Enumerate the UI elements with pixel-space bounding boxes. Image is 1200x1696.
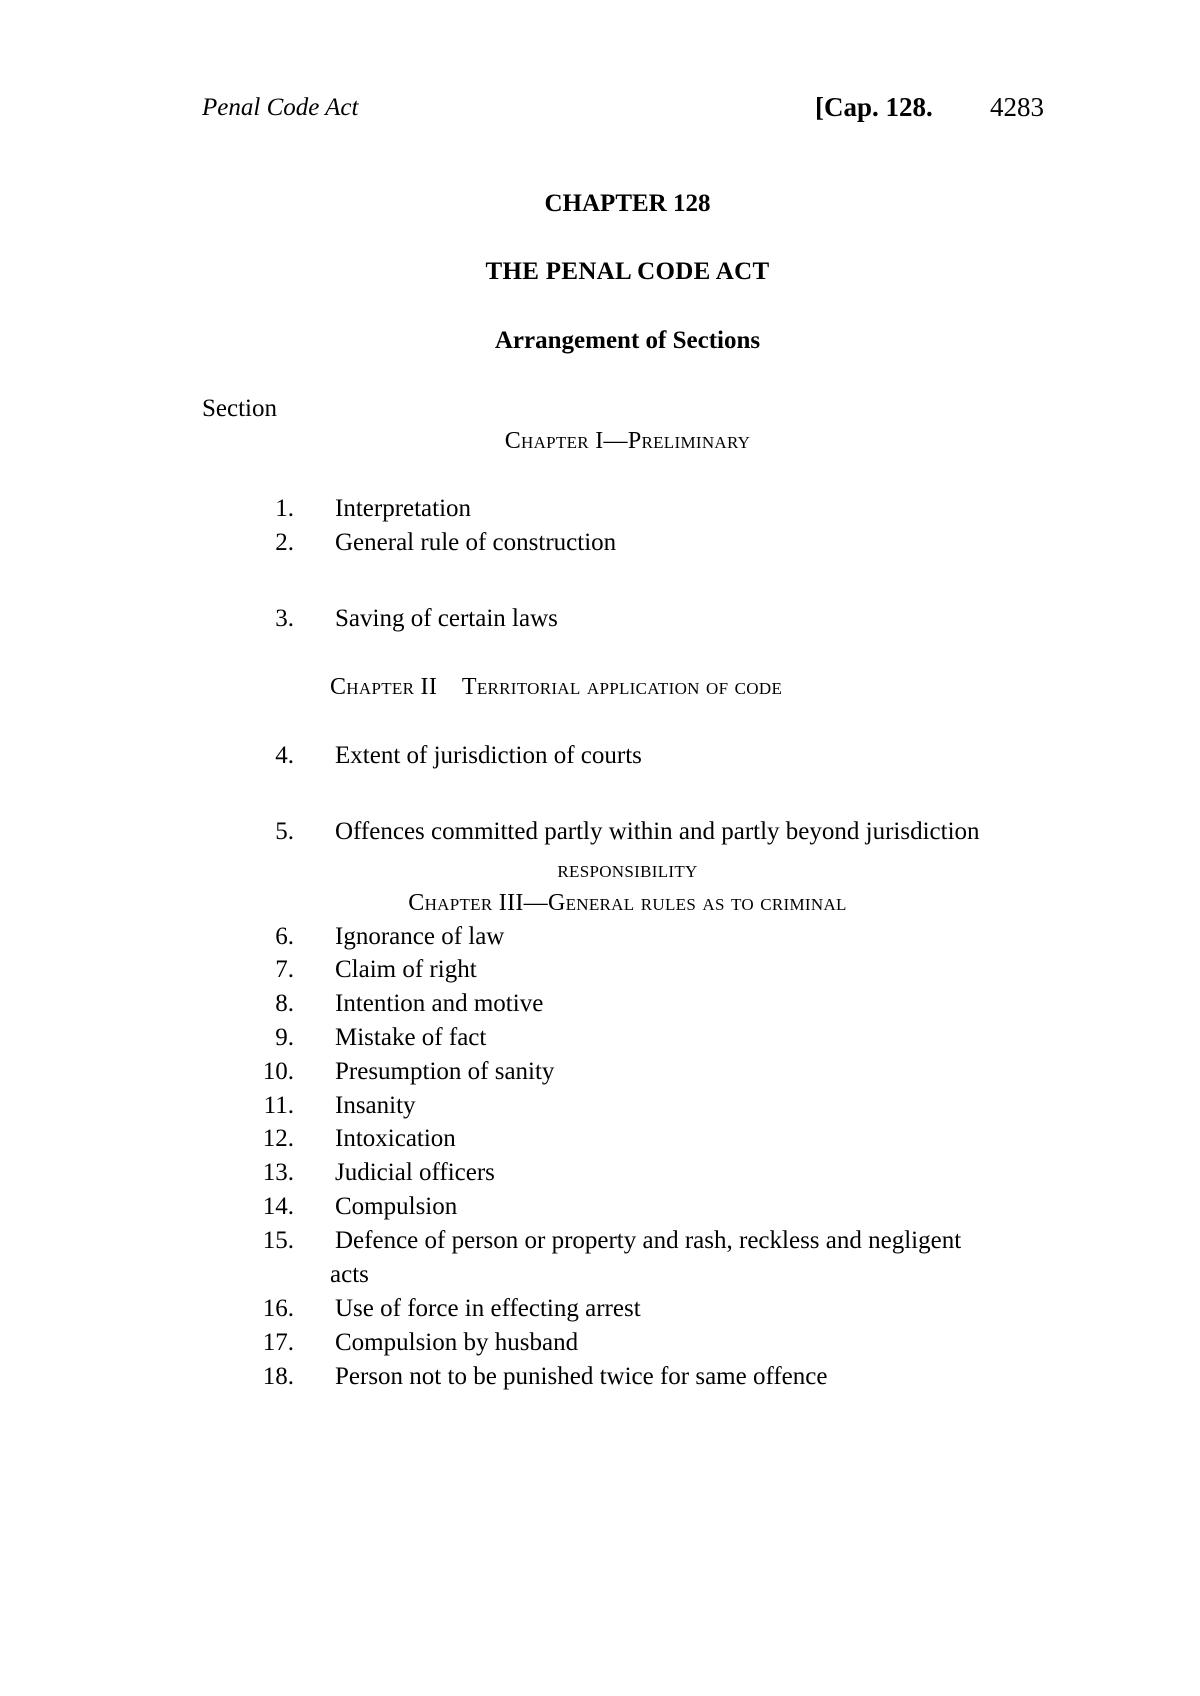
section-title: Intention and motive	[335, 990, 544, 1017]
section-number: 10.	[262, 1058, 294, 1085]
section-title: Use of force in effecting arrest	[335, 1295, 641, 1322]
chapter-3-heading-line-1: Chapter III—General rules as to criminal	[408, 890, 847, 916]
section-title: Compulsion by husband	[335, 1329, 579, 1356]
section-number: 9.	[275, 1024, 294, 1051]
section-number: 17.	[262, 1329, 294, 1356]
section-number: 7.	[275, 956, 294, 983]
cap-reference: [Cap. 128.	[815, 92, 933, 122]
arrangement-heading: Arrangement of Sections	[494, 327, 761, 354]
section-title-continuation: acts	[330, 1261, 369, 1288]
chapter-3-heading-line-2: responsibility	[557, 857, 698, 883]
page-number: 4283	[990, 92, 1044, 122]
section-number: 14.	[262, 1193, 294, 1220]
section-number: 5.	[275, 818, 294, 845]
chapter-1-heading: Chapter I—Preliminary	[504, 428, 751, 454]
section-title: Compulsion	[335, 1193, 458, 1220]
section-number: 16.	[262, 1295, 294, 1322]
section-title: Person not to be punished twice for same offence	[335, 1363, 828, 1390]
chapter-number-heading: CHAPTER 128	[544, 190, 711, 217]
act-title: THE PENAL CODE ACT	[485, 258, 770, 285]
section-title: Claim of right	[335, 956, 477, 983]
section-column-label: Section	[202, 395, 277, 422]
section-title: Insanity	[335, 1092, 416, 1119]
section-number: 12.	[262, 1125, 294, 1152]
section-number: 4.	[275, 742, 294, 769]
section-title: Judicial officers	[335, 1159, 495, 1186]
section-title: Defence of person or property and rash, reckless and negligent	[335, 1227, 962, 1254]
section-number: 18.	[262, 1363, 294, 1390]
section-number: 11.	[263, 1092, 294, 1119]
section-number: 13.	[262, 1159, 294, 1186]
section-title: Offences committed partly within and partly beyond jurisdiction	[335, 818, 980, 845]
section-number: 1.	[275, 495, 294, 522]
section-number: 15.	[262, 1227, 294, 1254]
section-title: Interpretation	[335, 495, 472, 522]
section-title: Saving of certain laws	[335, 605, 558, 632]
chapter-2-heading: Chapter II Territorial application of code	[330, 674, 783, 700]
section-number: 3.	[275, 605, 294, 632]
section-title: Extent of jurisdiction of courts	[335, 742, 642, 769]
section-number: 6.	[275, 923, 294, 950]
running-title: Penal Code Act	[202, 94, 359, 121]
section-title: General rule of construction	[335, 529, 617, 556]
section-title: Mistake of fact	[335, 1024, 487, 1051]
section-title: Presumption of sanity	[335, 1058, 555, 1085]
section-title: Ignorance of law	[335, 923, 505, 950]
section-number: 8.	[275, 990, 294, 1017]
section-number: 2.	[275, 529, 294, 556]
section-title: Intoxication	[335, 1125, 456, 1152]
